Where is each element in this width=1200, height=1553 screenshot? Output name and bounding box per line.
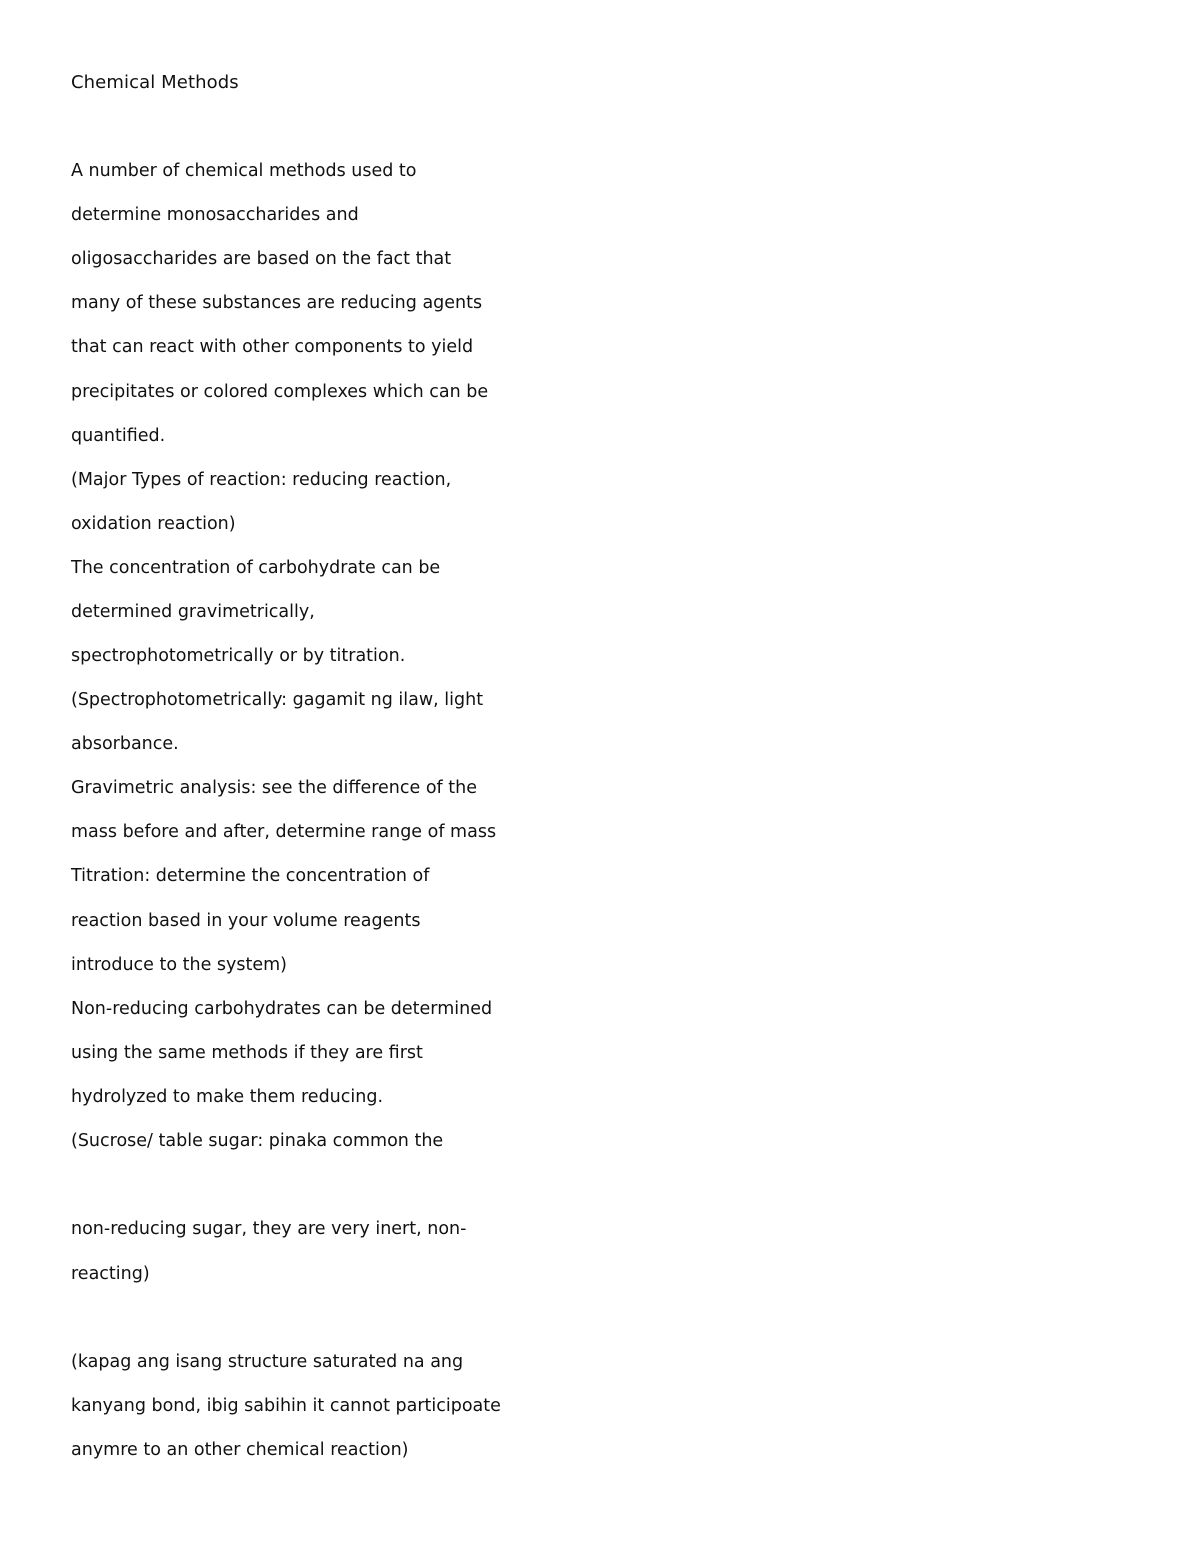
text-line: quantified.	[71, 426, 166, 446]
text-line: hydrolyzed to make them reducing.	[71, 1087, 384, 1107]
text-line: oxidation reaction)	[71, 514, 236, 534]
text-line: many of these substances are reducing agents	[71, 293, 483, 313]
text-line: (Sucrose/ table sugar: pinaka common the	[71, 1131, 444, 1151]
text-line: spectrophotometrically or by titration.	[71, 646, 406, 666]
text-line: introduce to the system)	[71, 955, 287, 975]
page-title: Chemical Methods	[71, 72, 239, 93]
text-line: (Spectrophotometrically: gagamit ng ilaw, light	[71, 690, 484, 710]
text-line: reaction based in your volume reagents	[71, 911, 421, 931]
text-line: Titration: determine the concentration of	[71, 866, 430, 886]
text-line: (kapag ang isang structure saturated na ang	[71, 1352, 464, 1372]
text-line: determine monosaccharides and	[71, 205, 359, 225]
text-line: Gravimetric analysis: see the difference of the	[71, 778, 477, 798]
text-line: mass before and after, determine range of mass	[71, 822, 497, 842]
text-line: precipitates or colored complexes which can be	[71, 382, 489, 402]
text-line: using the same methods if they are first	[71, 1043, 423, 1063]
text-line: reacting)	[71, 1264, 150, 1284]
text-line: anymre to an other chemical reaction)	[71, 1440, 409, 1460]
text-line: kanyang bond, ibig sabihin it cannot participoate	[71, 1396, 501, 1416]
text-line: Non-reducing carbohydrates can be determined	[71, 999, 493, 1019]
text-line: determined gravimetrically,	[71, 602, 315, 622]
text-line: non-reducing sugar, they are very inert, non-	[71, 1219, 467, 1239]
text-line: (Major Types of reaction: reducing reaction,	[71, 470, 452, 490]
text-line: The concentration of carbohydrate can be	[71, 558, 441, 578]
text-line: absorbance.	[71, 734, 179, 754]
text-line: that can react with other components to yield	[71, 337, 474, 357]
text-line: A number of chemical methods used to	[71, 161, 417, 181]
text-line: oligosaccharides are based on the fact that	[71, 249, 452, 269]
